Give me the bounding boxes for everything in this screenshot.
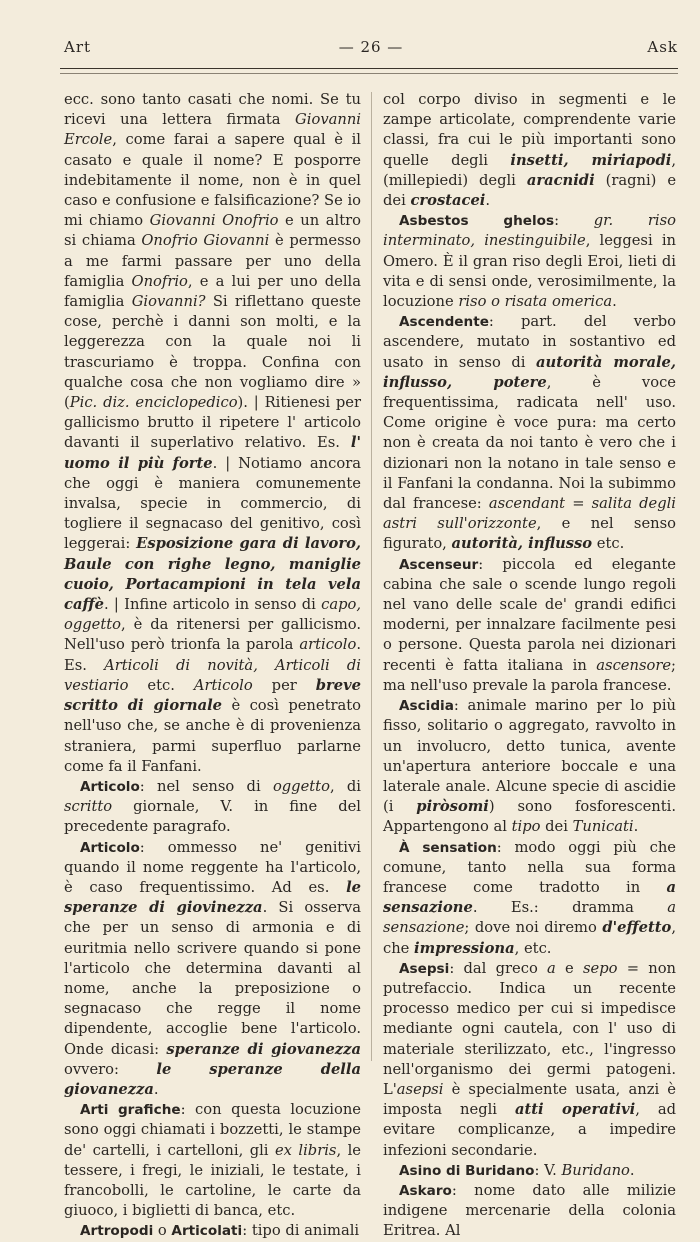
italic-text: sepo <box>582 959 618 977</box>
bold-italic-text: impressiona <box>414 939 515 957</box>
body-text: giornale, V. in fine del precedente paragrafo. <box>64 798 361 836</box>
bold-italic-text: piròsomi <box>416 798 489 816</box>
italic-text: ex libris <box>274 1141 337 1159</box>
body-text: = non putrefaccio. Indica un recente processo medico per cui si impedisce mediante ogni cautela, con l' uso di materiale sterilizzato, etc., l'ingresso nell'organismo dei germi patogeni. L' <box>383 959 676 1098</box>
left-column <box>64 90 361 1242</box>
bold-italic-text: aracnidi <box>526 171 595 189</box>
body-text: : V. <box>534 1161 562 1179</box>
body-text: , leggesi in Omero. È il gran riso degli Eroi, lieti di vita e di sensi onde, verosimilmente, la locuzione <box>383 232 676 311</box>
body-text: , e nel senso figurato, <box>383 515 676 553</box>
body-text: ) sono fosforescenti. Appartengono al <box>383 798 676 836</box>
bold-italic-text: Esposizione gara di lavoro, Baule con righe legno, maniglie cuoio, Portacampioni in tela vela caffè <box>64 535 361 614</box>
entry-paragraph <box>383 1181 676 1242</box>
header-rule <box>60 68 678 69</box>
bold-italic-text: breve scritto di giornale <box>64 676 361 715</box>
right-column <box>383 90 676 1242</box>
bold-italic-text: speranze di giovanezza <box>166 1040 362 1058</box>
header-left-guide-word: Art <box>64 38 92 56</box>
entry-paragraph <box>64 1221 361 1241</box>
entry-paragraph <box>64 838 361 1101</box>
body-text: : piccola ed elegante cabina che sale o scende lungo regoli nel vano delle scale de' grandi edifici moderni, per innalzare facilmente pesi o persone. Questa parola nei dizionari recenti è fatta italiana in <box>383 555 676 674</box>
body-text: dei <box>540 818 573 836</box>
column-separator <box>371 92 372 1061</box>
entry-headword: Ascidia <box>399 698 454 715</box>
body-text: : con questa locuzione sono oggi chiamati i bozzetti, le stampe de' cartelli, i cartelloni, gli <box>64 1101 361 1159</box>
entry-paragraph <box>64 1100 361 1221</box>
body-text: (ragni) e dei <box>383 171 677 210</box>
body-text: : dal greco <box>449 959 548 977</box>
italic-text: Pic. diz. enciclopedico <box>69 394 238 412</box>
bold-italic-text: le speranze della giovanezza <box>64 1060 361 1098</box>
body-text: ). | Ritienesi per gallicismo brutto il ripetere l' articolo davanti il superlativo relativo. Es. <box>64 394 361 452</box>
italic-text: Tunicati <box>572 818 634 836</box>
entry-headword: Articolo <box>80 778 140 795</box>
italic-text: Articoli di novità, Articoli di vestiario <box>64 656 361 694</box>
body-text: . Es. <box>64 636 361 674</box>
bold-italic-text: insetti, miriapodi <box>510 151 672 169</box>
bold-italic-text: a sensazione <box>383 878 676 917</box>
entry-headword: Arti grafiche <box>80 1102 181 1119</box>
body-text: ; ma nell'uso prevale la parola francese. <box>383 656 676 694</box>
body-text: : modo oggi più che comune, tanto nella sua forma francese come tradotto in <box>383 838 676 896</box>
body-text: è permesso a me farmi passare per uno della famiglia <box>64 232 362 290</box>
italic-text: Onofrio Giovanni <box>141 232 270 250</box>
italic-text: Giovanni? <box>131 293 206 311</box>
body-text: : part. del verbo ascendere, mutato in sostantivo ed usato in senso di <box>383 313 676 371</box>
body-text: , di <box>329 777 362 795</box>
header-rule-thin <box>60 73 678 74</box>
bold-italic-text: d'effetto <box>602 919 672 937</box>
body-text: , le tessere, i fregi, le iniziali, le testate, i francobolli, le cartoline, le carte da giuoco, i biglietti di banca, etc. <box>64 1141 361 1220</box>
entry-headword: Ascenseur <box>399 556 479 573</box>
italic-text: articolo <box>299 636 357 654</box>
italic-text: Onofrio <box>131 272 188 290</box>
body-text: : nel senso di <box>139 777 273 795</box>
body-text: è specialmente usata, anzi è imposta negli <box>383 1080 676 1119</box>
italic-text: scritto <box>64 798 113 816</box>
entry-paragraph <box>383 555 676 696</box>
entry-headword: À sensation <box>399 839 497 856</box>
body-text: per <box>252 676 316 694</box>
body-text: ; dove noi diremo <box>464 919 603 937</box>
header-right-guide-word: Ask <box>647 38 678 56</box>
body-text: o <box>153 1222 172 1240</box>
entry-paragraph <box>383 211 676 312</box>
italic-text: riso interminato, inestinguibile <box>383 212 676 250</box>
italic-text: Giovanni Onofrio <box>149 212 279 230</box>
body-text: Si riflettano queste cose, perchè i danni son molti, e la leggerezza con la quale noi li trascuriamo è troppa. Confina con qualche cosa che non vogliamo dire » ( <box>64 293 361 412</box>
body-text: . <box>485 192 491 210</box>
body-text: etc. <box>128 676 194 694</box>
body-text: , come farai a sapere qual è il casato e quale il nome? E posporre indebitamente il nome, non è in quel caso e confusione e falsificazione? Se io mi chiamo <box>64 131 361 230</box>
bold-italic-text: l' uomo il più forte <box>64 434 361 472</box>
body-text: , ad evitare complicanze, a impedire infezioni secondarie. <box>383 1101 677 1159</box>
italic-text: Buridano <box>561 1161 630 1179</box>
bold-italic-text: autorità, influsso <box>451 535 593 553</box>
paragraph <box>64 90 361 777</box>
body-text: etc. <box>592 535 625 553</box>
body-text: , è da ritenersi per gallicismo. Nell'uso però trionfa la parola <box>64 616 361 654</box>
body-text: . <box>153 1080 159 1098</box>
body-text: e <box>555 959 583 977</box>
body-text: . <box>633 818 639 836</box>
body-text: , è voce frequentissima, radicata nell' uso. Come origine è voce pura: ma certo non è creata da noi tanto è vero che i dizionari non la notano in tale senso e il Fanfani la condanna. Noi la subimmo dal francese: <box>383 373 676 513</box>
entry-headword: Ascendente <box>399 314 489 331</box>
entry-paragraph <box>383 1161 676 1181</box>
italic-text: asepsi <box>396 1080 444 1098</box>
body-text: : animale marino per lo più fisso, solitario o aggregato, ravvolto in un involucro, detto tunica, avente un'apertura anteriore boccale e una laterale anale. Alcune specie di ascidie (i <box>383 697 676 816</box>
body-text: ecc. sono tanto casati che nomi. Se tu ricevi una lettera firmata <box>64 91 361 129</box>
italic-text: tipo <box>511 818 541 836</box>
italic-text: oggetto <box>272 777 330 795</box>
page-number: — 26 — <box>338 38 404 56</box>
italic-text: Articolo <box>193 676 253 694</box>
italic-text: ascendant = salita degli astri sull'orizzonte <box>383 495 676 533</box>
body-text: : nome dato alle milizie indigene mercenarie della colonia Eritrea. Al <box>383 1181 676 1240</box>
italic-text: riso o risata omerica <box>458 293 613 311</box>
italic-text: gr. <box>593 212 614 230</box>
bold-italic-text: autorità morale, influsso, potere <box>383 353 677 391</box>
body-text: : ommesso ne' genitivi quando il nome reggente ha l'articolo, è caso frequentissimo. Ad es. <box>64 838 361 896</box>
body-text: . <box>629 1161 635 1179</box>
entry-paragraph <box>383 959 676 1161</box>
entry-paragraph <box>383 838 676 959</box>
body-text: : tipo di animali <box>242 1222 360 1240</box>
body-text: col corpo diviso in segmenti e le zampe articolate, comprendente varie classi, fra cui le più importanti sono quelle degli <box>383 91 676 169</box>
bold-italic-text: atti operativi <box>514 1101 636 1119</box>
paragraph <box>383 90 676 211</box>
bold-italic-text: le speranze di giovinezza <box>64 878 361 917</box>
italic-text: ascensore <box>596 656 672 674</box>
entry-paragraph <box>383 696 676 837</box>
body-text: ovvero: <box>64 1060 157 1078</box>
running-header <box>64 38 678 62</box>
body-text: . Si osserva che per un senso di armonia e di euritmia nello scrivere quando si pone l'articolo che determina davanti al nome, anche la preposizione o segnacaso che regge il nome dipendente, accoglie bene l'articolo. Onde dicasi: <box>64 899 362 1058</box>
entry-headword: Askaro <box>399 1182 452 1199</box>
bold-italic-text: crostacei <box>410 192 486 210</box>
body-text: , etc. <box>514 939 552 957</box>
body-text: . | Notiamo ancora che oggi è maniera comunemente invalsa, specie in commercio, di togliere il segnacaso del genitivo, così leggerai: <box>64 454 361 553</box>
body-text: . Es.: dramma <box>472 899 668 917</box>
body-text: , che <box>383 919 676 957</box>
italic-text: Giovanni Ercole <box>64 111 361 149</box>
body-text <box>613 212 648 229</box>
entry-headword: Articolo <box>80 839 140 856</box>
body-text: e un altro si chiama <box>64 212 362 250</box>
body-text: è così penetrato nell'uso che, se anche è di provenienza straniera, parmi superfluo parlarne come fa il Fanfani. <box>64 697 361 775</box>
body-text: . | Infine articolo in senso di <box>103 596 322 614</box>
entry-headword: Asepsi <box>399 960 450 977</box>
entry-paragraph <box>64 777 361 838</box>
entry-headword: Asbestos ghelos <box>399 213 555 230</box>
body-text: , e a lui per uno della famiglia <box>64 272 361 311</box>
italic-text: a <box>547 959 556 977</box>
italic-text: a sensazione <box>383 899 676 937</box>
entry-headword: Artropodi <box>80 1223 154 1240</box>
body-text: , (millepiedi) degli <box>383 151 676 189</box>
body-text: . <box>612 293 617 311</box>
entry-headword: Articolati <box>171 1223 243 1240</box>
italic-text: capo, oggetto <box>64 596 361 634</box>
entry-paragraph <box>383 312 676 554</box>
entry-headword: Asino di Buridano <box>399 1162 535 1179</box>
body-text: : <box>554 212 594 230</box>
